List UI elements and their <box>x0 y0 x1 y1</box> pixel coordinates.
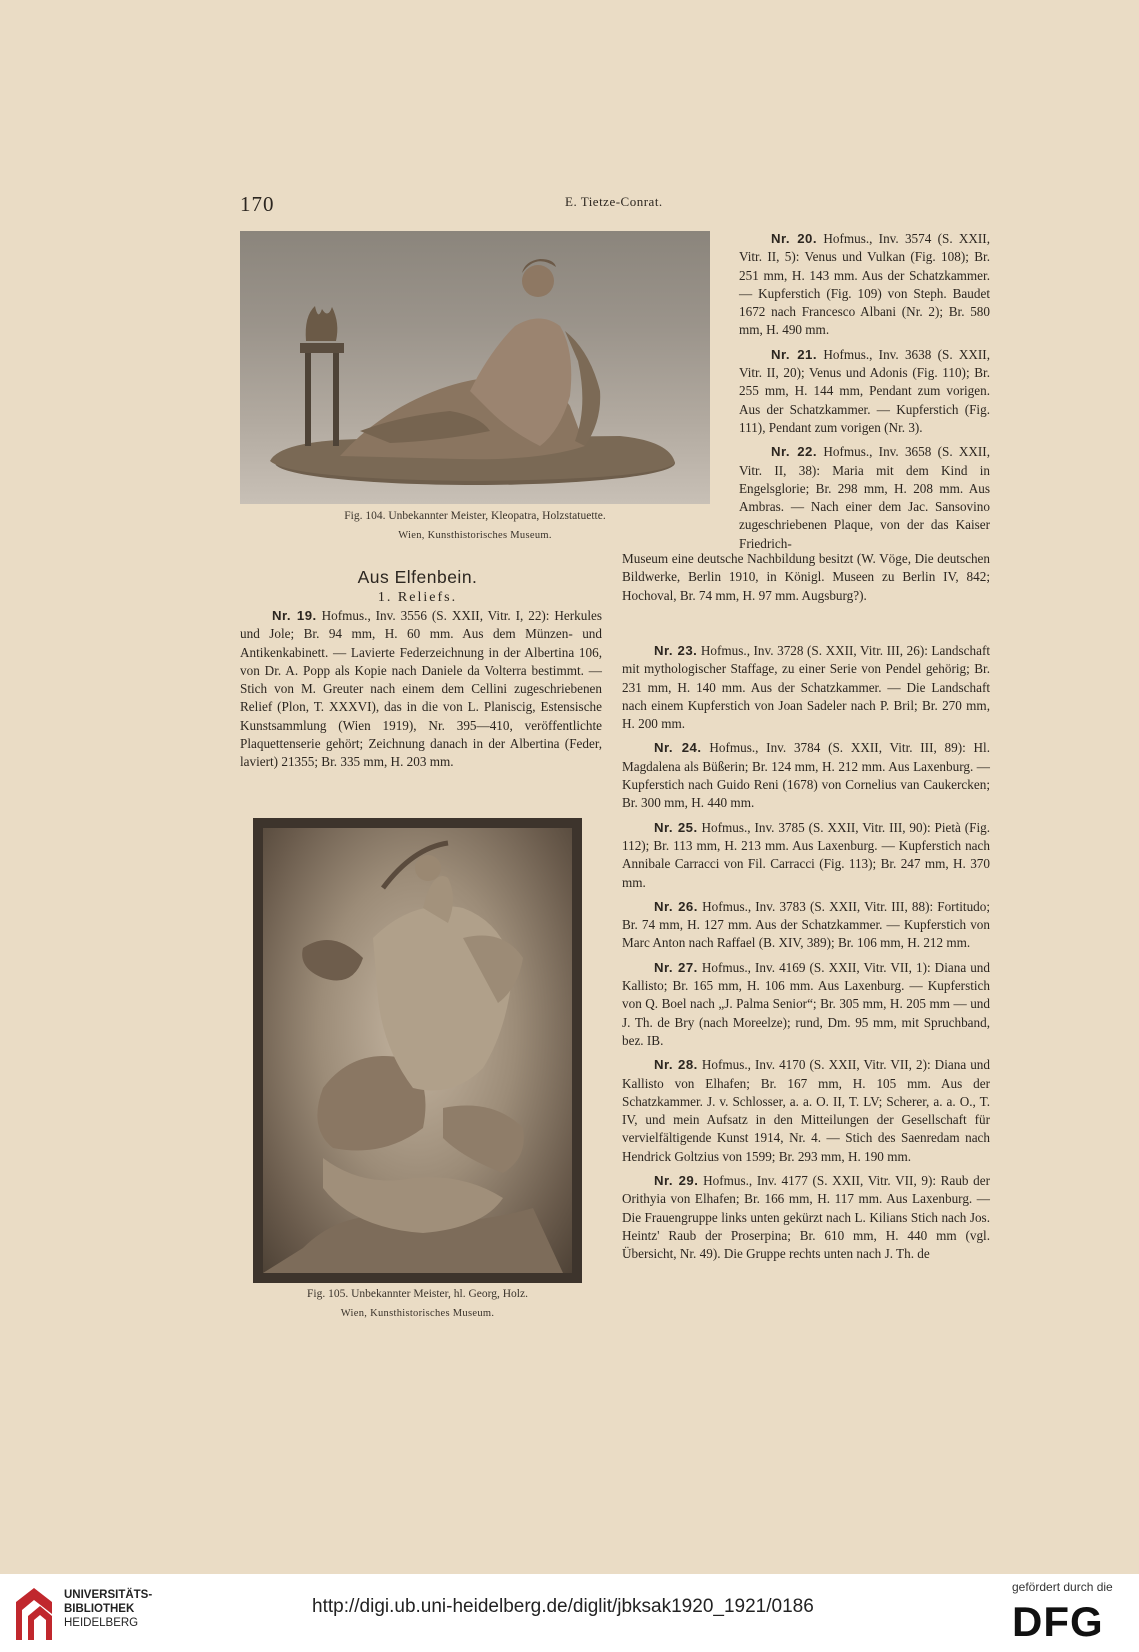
entry-24 <box>622 739 990 812</box>
entry-number: Nr. 22. <box>771 444 818 460</box>
figure-105-st-george-photo <box>253 818 582 1283</box>
figure-104-caption <box>240 507 710 545</box>
section-title: Aus Elfenbein. <box>357 567 478 587</box>
entry-text: Hofmus., Inv. 3556 (S. XXII, Vitr. I, 22): Herkules und Jole; Br. 94 mm, H. 60 mm. Aus dem Münzen- und Antikenkabinett. — Lavierte Federzeichnung in der Albertina 106, von Dr. A. Popp als Kopie nach Daniele da Volterra bestimmt. — Stich von M. Greuter nach einem dem Cellini zugeschriebenen Relief (Plon, T. XXXVI), das in die von L. Planiscig, Estensische Kunstsammlung (Wien 1919), Nr. 395—410, veröffentlichte Plaquettenserie gehört; Zeichnung danach in der Albertina (Feder, laviert) 21355; Br. 335 mm, H. 203 mm. <box>240 608 603 770</box>
entry-text: Hofmus., Inv. 3783 (S. XXII, Vitr. III, 88): Fortitudo; Br. 74 mm, H. 127 mm. Aus der Schatzkammer. — Kupferstich von Marc Anton nach Raffael (B. XIV, 389); Br. 106 mm, H. 212 mm. <box>622 898 991 951</box>
section-subtitle: 1. Reliefs. <box>377 590 458 605</box>
figure-104-caption-title: Fig. 104. Unbekannter Meister, Kleopatra, Holzstatuette. <box>344 510 606 522</box>
entry-number: Nr. 26. <box>654 898 698 914</box>
entries-right-top <box>739 230 990 559</box>
funded-by-label: gefördert durch die <box>1012 1580 1113 1594</box>
running-head-author: E. Tietze-Conrat. <box>565 194 663 209</box>
entry-29 <box>622 1172 990 1263</box>
library-name-line-2: BIBLIOTHEK <box>64 1603 135 1615</box>
entry-number: Nr. 20. <box>771 231 818 246</box>
digitization-footer <box>0 1574 1139 1652</box>
figure-105-caption-title: Fig. 105. Unbekannter Meister, hl. Georg, Holz. <box>307 1288 528 1300</box>
st-george-relief-image <box>263 828 572 1273</box>
entry-text: Hofmus., Inv. 3638 (S. XXII, Vitr. II, 20); Venus und Adonis (Fig. 110); Br. 255 mm, H. 144 mm, Pendant zum vorigen. Aus der Schatzkammer. — Kupferstich (Fig. 111), Pendant zum vorigen (Nr. 3). <box>739 346 990 435</box>
dfg-logo: DFG <box>1012 1598 1104 1645</box>
entry-number: Nr. 29. <box>654 1173 699 1189</box>
kleopatra-statuette-image <box>240 231 710 504</box>
library-name-line-1: UNIVERSITÄTS- <box>64 1589 153 1601</box>
entry-28 <box>622 1056 990 1166</box>
entry-text: Hofmus., Inv. 3784 (S. XXII, Vitr. III, 89): Hl. Magdalena als Büßerin; Br. 124 mm, H. 212 mm. Aus Laxenburg. — Kupferstich nach Guido Reni (1678) von Cornelius van Caukercken; Br. 300 mm, H. 440 mm. <box>622 740 991 811</box>
entry-text: Hofmus., Inv. 3785 (S. XXII, Vitr. III, 90): Pietà (Fig. 112); Br. 113 mm, H. 213 mm. Aus Laxenburg. — Kupferstich nach Annibale Carracci von Fil. Carracci (Fig. 113); Br. 247 mm, H. 370 mm. <box>622 819 990 890</box>
entry-22 <box>739 443 990 553</box>
page-number: 170 <box>240 192 275 216</box>
library-name-line-3: HEIDELBERG <box>64 1617 139 1629</box>
figure-104-caption-location: Wien, Kunsthistorisches Museum. <box>398 530 552 541</box>
entries-right <box>622 642 990 1270</box>
entry-text: Hofmus., Inv. 4177 (S. XXII, Vitr. VII, 9): Raub der Orithyia von Elhafen; Br. 166 mm, H. 117 mm. Aus Laxenburg. — Die Frauengruppe links unten gekürzt nach L. Kilians Stich nach Jos. Heintz' Raub der Proserpina; Br. 610 mm, H. 440 mm (vgl. Übersicht, Nr. 49). Die Gruppe rechts unten nach J. Th. de <box>622 1173 990 1262</box>
entry-number: Nr. 27. <box>654 959 698 975</box>
entry-20 <box>739 230 990 340</box>
entry-text: Hofmus., Inv. 3658 (S. XXII, Vitr. II, 38): Maria mit dem Kind in Engelsglorie; Br. 298 mm, H. 208 mm. Aus Ambras. — Nach einer dem Jac. Sansovino zugeschriebenen Plaque, von der das Kaiser Friedrich- <box>739 444 990 551</box>
entry-27 <box>622 959 990 1050</box>
figure-104-kleopatra-photo <box>240 231 710 504</box>
entry-number: Nr. 25. <box>654 819 698 835</box>
entry-number: Nr. 24. <box>654 740 702 756</box>
figure-105-caption-location: Wien, Kunsthistorisches Museum. <box>340 1308 495 1319</box>
entry-22-continuation-text: Museum eine deutsche Nachbildung besitzt (W. Vöge, Die deutschen Bildwerke, Berlin 1910, in Königl. Museen zu Berlin IV, 842; Hochoval, Br. 74 mm, H. 97 mm. Augsburg?). <box>622 551 990 603</box>
entry-22-continuation <box>622 550 990 611</box>
entry-21 <box>739 346 990 437</box>
figure-105-caption <box>253 1285 582 1323</box>
entry-number: Nr. 23. <box>654 643 698 658</box>
entry-25 <box>622 819 990 892</box>
entry-text: Hofmus., Inv. 3728 (S. XXII, Vitr. III, 26): Landschaft mit mythologischer Staffage, zu einer Serie von Pendel gehörig; Br. 231 mm, H. 140 mm. Aus der Schatzkammer. — Die Landschaft nach einem Kupferstich von Joan Sadeler nach P. Bril; Br. 270 mm, H. 200 mm. <box>622 643 991 732</box>
entries-left <box>240 607 602 778</box>
entry-text: Hofmus., Inv. 3574 (S. XXII, Vitr. II, 5): Venus und Vulkan (Fig. 108); Br. 251 mm, H. 143 mm. Aus der Schatzkammer. — Kupferstich (Fig. 109) von Steph. Baudet 1672 nach Francesco Albani (Nr. 2); Br. 580 mm, H. 490 mm. <box>739 231 990 338</box>
permalink-url[interactable]: http://digi.ub.uni-heidelberg.de/diglit/jbksak1920_1921/0186 <box>312 1596 814 1617</box>
entry-text: Hofmus., Inv. 4170 (S. XXII, Vitr. VII, 2): Diana und Kallisto von Elhafen; Br. 167 mm, H. 105 mm. Aus der Schatzkammer. J. v. Schlosser, a. a. O. II, T. LV; Scherer, a. a. O., T. IV, und mein Aufsatz in den Mitteilungen der Gesellschaft für vervielfältigende Kunst 1914, Nr. 4. — Stich des Saenredam nach Hendrick Goltzius von 1599; Br. 293 mm, H. 190 mm. <box>622 1057 990 1164</box>
entry-text: Hofmus., Inv. 4169 (S. XXII, Vitr. VII, 1): Diana und Kallisto; Br. 165 mm, H. 106 mm. Aus Laxenburg. — Kupferstich von Q. Boel nach „J. Palma Senior“; Br. 305 mm, H. 205 mm — und J. Th. de Bry (nach Moreelze); rund, Dm. 95 mm, mit Spruchband, bez. IB. <box>622 959 990 1048</box>
entry-23 <box>622 642 990 733</box>
entry-number: Nr. 21. <box>771 346 818 362</box>
university-library-logo-icon <box>12 1584 58 1642</box>
entry-19 <box>240 607 602 772</box>
entry-number: Nr. 28. <box>654 1057 698 1073</box>
entry-26 <box>622 898 990 953</box>
library-name <box>64 1588 152 1630</box>
st-george-relief-drawing <box>263 828 572 1273</box>
entry-number: Nr. 19. <box>272 608 317 623</box>
